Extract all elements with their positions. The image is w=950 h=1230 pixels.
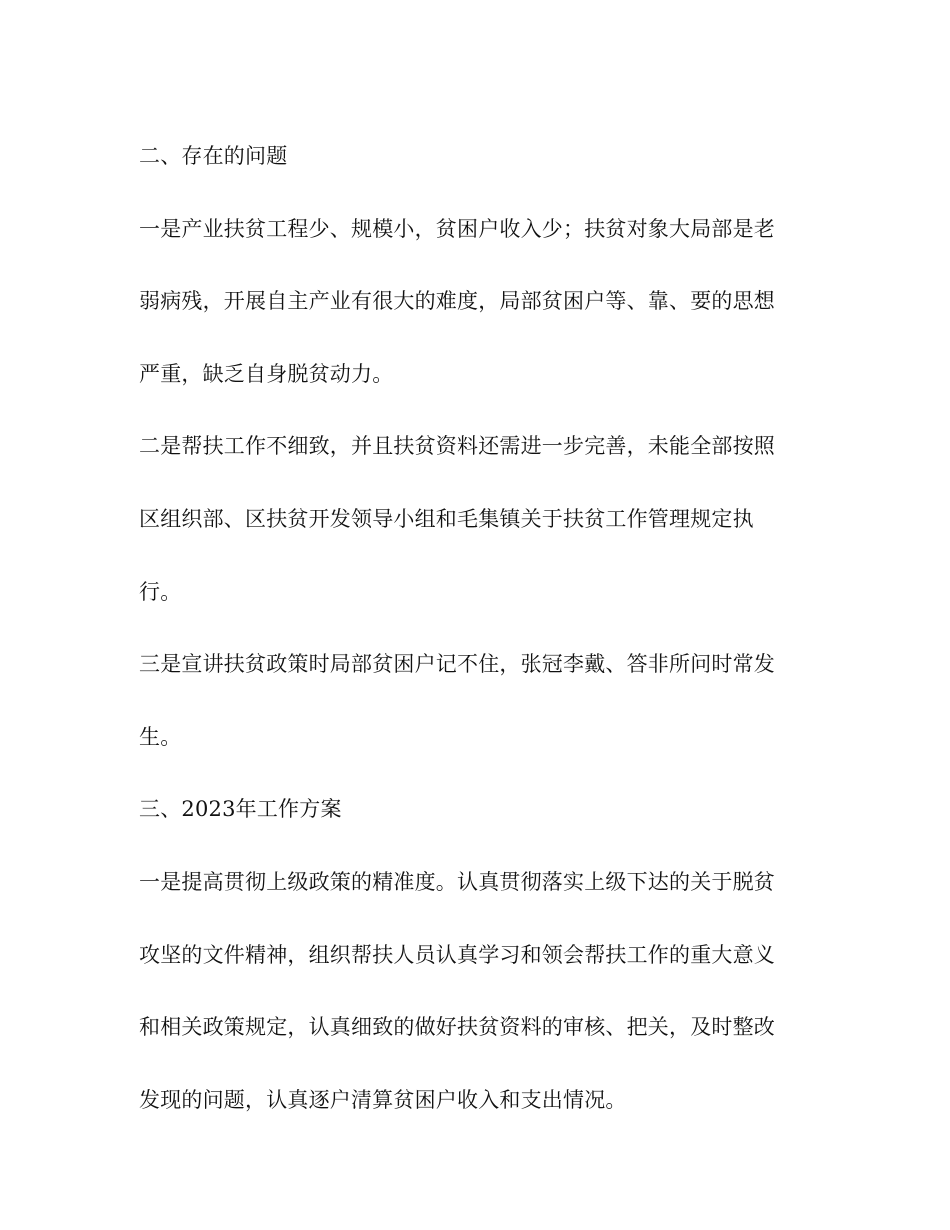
section-heading-work-plan: 三、2023年工作方案 [139,797,342,822]
text-line: 区组织部、区扶贫开发领导小组和毛集镇关于扶贫工作管理规定执 [139,506,754,531]
text-line: 一是产业扶贫工程少、规模小，贫困户收入少；扶贫对象大局部是老 [139,216,775,241]
text-line: 一是提高贯彻上级政策的精准度。认真贯彻落实上级下达的关于脱贫 [139,869,775,894]
document-body [139,120,811,1136]
text-line: 严重，缺乏自身脱贫动力。 [139,361,394,386]
text-line: 发现的问题，认真逐户清算贫困户收入和支出情况。 [139,1087,627,1112]
text-line: 生。 [139,724,182,749]
text-line: 弱病残，开展自主产业有很大的难度，局部贫困户等、靠、要的思想 [139,289,775,314]
text-line: 攻坚的文件精神，组织帮扶人员认真学习和领会帮扶工作的重大意义 [139,942,775,967]
text-line: 行。 [139,579,182,604]
section-heading-problems: 二、存在的问题 [139,144,288,168]
text-line: 二是帮扶工作不细致，并且扶贫资料还需进一步完善，未能全部按照 [139,434,775,459]
text-line: 三是宣讲扶贫政策时局部贫困户记不住，张冠李戴、答非所问时常发 [139,652,775,677]
text-line: 和相关政策规定，认真细致的做好扶贫资料的审核、把关，及时整改 [139,1015,775,1040]
